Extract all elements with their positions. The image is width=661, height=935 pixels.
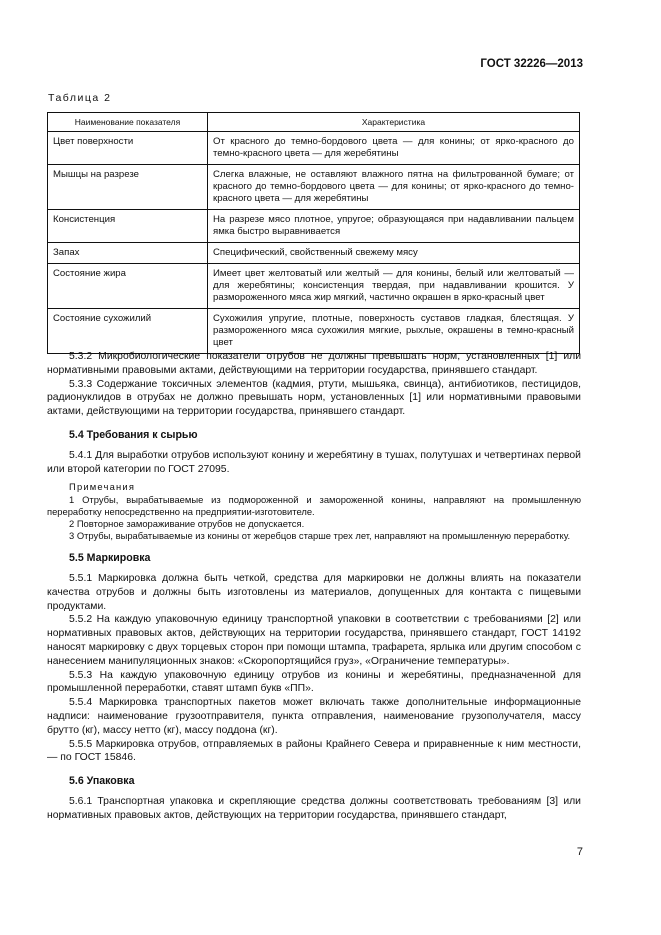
paragraph-5-5-3: 5.5.3 На каждую упаковочную единицу отрубов из конины и жеребятины, предназначенной для промышленной переработки, ставят штамп букв «ПП». bbox=[47, 669, 581, 695]
table-row bbox=[48, 264, 580, 309]
note-2: 2 Повторное замораживание отрубов не допускается. bbox=[69, 518, 305, 530]
paragraph-5-3-2: 5.3.2 Микробиологические показатели отрубов не должны превышать норм, установленных [1] или нормативными правовыми актами, действующими на территории государства, принявшего стандарт. bbox=[47, 351, 581, 376]
section-heading-5-4: 5.4 Требования к сырью bbox=[69, 428, 198, 441]
row-value: Сухожилия упругие, плотные, поверхность суставов гладкая, блестящая. У размороженного мяса сухожилия мягкие, рыхлые, окрашены в темно-красный цвет bbox=[208, 309, 580, 354]
paragraph-5-5-4: 5.5.4 Маркировка транспортных пакетов может включать также дополнительные информационные надписи: наименование грузоотправителя, пункта отправления, наименование грузополучателя, массу брутто (кг), массу нетто (кг), массу поддона (кг). bbox=[47, 697, 581, 736]
row-value: Имеет цвет желтоватый или желтый — для конины, белый или желтоватый — для жеребятины; консистенция твердая, при надавливании крошится. У размороженного мяса жир мягкий, частично окрашен в ярко-красный цвет bbox=[208, 264, 580, 309]
row-name: Состояние жира bbox=[48, 264, 208, 309]
table-row bbox=[48, 243, 580, 264]
document-id: ГОСТ 32226—2013 bbox=[480, 58, 583, 70]
table-row bbox=[48, 132, 580, 165]
document-body bbox=[47, 350, 581, 823]
table-row bbox=[48, 165, 580, 210]
notes-title: Примечания bbox=[69, 481, 136, 493]
row-name: Мышцы на разрезе bbox=[48, 165, 208, 210]
section-heading-5-5: 5.5 Маркировка bbox=[69, 552, 151, 565]
section-heading-5-6: 5.6 Упаковка bbox=[69, 775, 135, 788]
row-name: Запах bbox=[48, 243, 208, 264]
table-header-row bbox=[48, 113, 580, 132]
note-3: 3 Отрубы, вырабатываемые из конины от жеребцов старше трех лет, направляют на промышленную переработку. bbox=[69, 530, 571, 542]
table-row bbox=[48, 309, 580, 354]
row-name: Цвет поверхности bbox=[48, 132, 208, 165]
paragraph-5-5-2: 5.5.2 На каждую упаковочную единицу транспортной упаковки в соответствии с требованиями [2] или нормативных правовых актов, действующих на территории государства, принявшего стандарт, ГОСТ 14192 наносят маркировку с двух торцевых сторон при помощи штампа, трафарета, ярлыка или другим способом с нанесением манипуляционных знаков: «Скоропортящийся груз», «Ограничение температуры». bbox=[47, 614, 581, 667]
page-number: 7 bbox=[576, 846, 583, 858]
row-value: Специфический, свойственный свежему мясу bbox=[208, 243, 580, 264]
row-value: На разрезе мясо плотное, упругое; образующаяся при надавливании пальцем ямка быстро выравнивается bbox=[208, 210, 580, 243]
note-1: 1 Отрубы, вырабатываемые из подмороженной и замороженной конины, направляют на промышленную переработку непосредственно на предприятии-изготовителе. bbox=[47, 494, 581, 518]
row-value: От красного до темно-бордового цвета — для конины; от ярко-красного до темно-красного цвета — для жеребятины bbox=[208, 132, 580, 165]
column-header-indicator: Наименование показателя bbox=[48, 113, 208, 132]
paragraph-5-5-1: 5.5.1 Маркировка должна быть четкой, средства для маркировки не должны влиять на показатели качества отрубов и должны быть изготовлены из материалов, допущенных для контакта с пищевыми продуктами. bbox=[47, 572, 581, 612]
characteristics-table bbox=[47, 112, 580, 354]
paragraph-5-4-1: 5.4.1 Для выработки отрубов используют конину и жеребятину в тушах, полутушах и четвертинах первой или второй категории по ГОСТ 27095. bbox=[47, 449, 581, 475]
column-header-characteristic: Характеристика bbox=[208, 113, 580, 132]
paragraph-5-6-1: 5.6.1 Транспортная упаковка и скрепляющие средства должны соответствовать требованиям [3] или нормативных правовых актов, действующих на территории государства, принявшего стандарт, bbox=[47, 795, 581, 821]
table-row bbox=[48, 210, 580, 243]
row-value: Слегка влажные, не оставляют влажного пятна на фильтрованной бумаге; от красного до темно-бордового цвета — для конины; от ярко-красного до темно-красного цвета — для жеребятины bbox=[208, 165, 580, 210]
row-name: Состояние сухожилий bbox=[48, 309, 208, 354]
table-caption: Таблица 2 bbox=[48, 92, 112, 104]
paragraph-5-5-5: 5.5.5 Маркировка отрубов, отправляемых в районы Крайнего Севера и приравненные к ним местности, — по ГОСТ 15846. bbox=[47, 738, 581, 764]
row-name: Консистенция bbox=[48, 210, 208, 243]
paragraph-5-3-3: 5.3.3 Содержание токсичных элементов (кадмия, ртути, мышьяка, свинца), антибиотиков, пестицидов, радионуклидов в отрубах не должно превышать норм, установленных [1] или нормативными правовыми актами, действующими на территории государства, принявшего стандарт. bbox=[47, 378, 581, 418]
